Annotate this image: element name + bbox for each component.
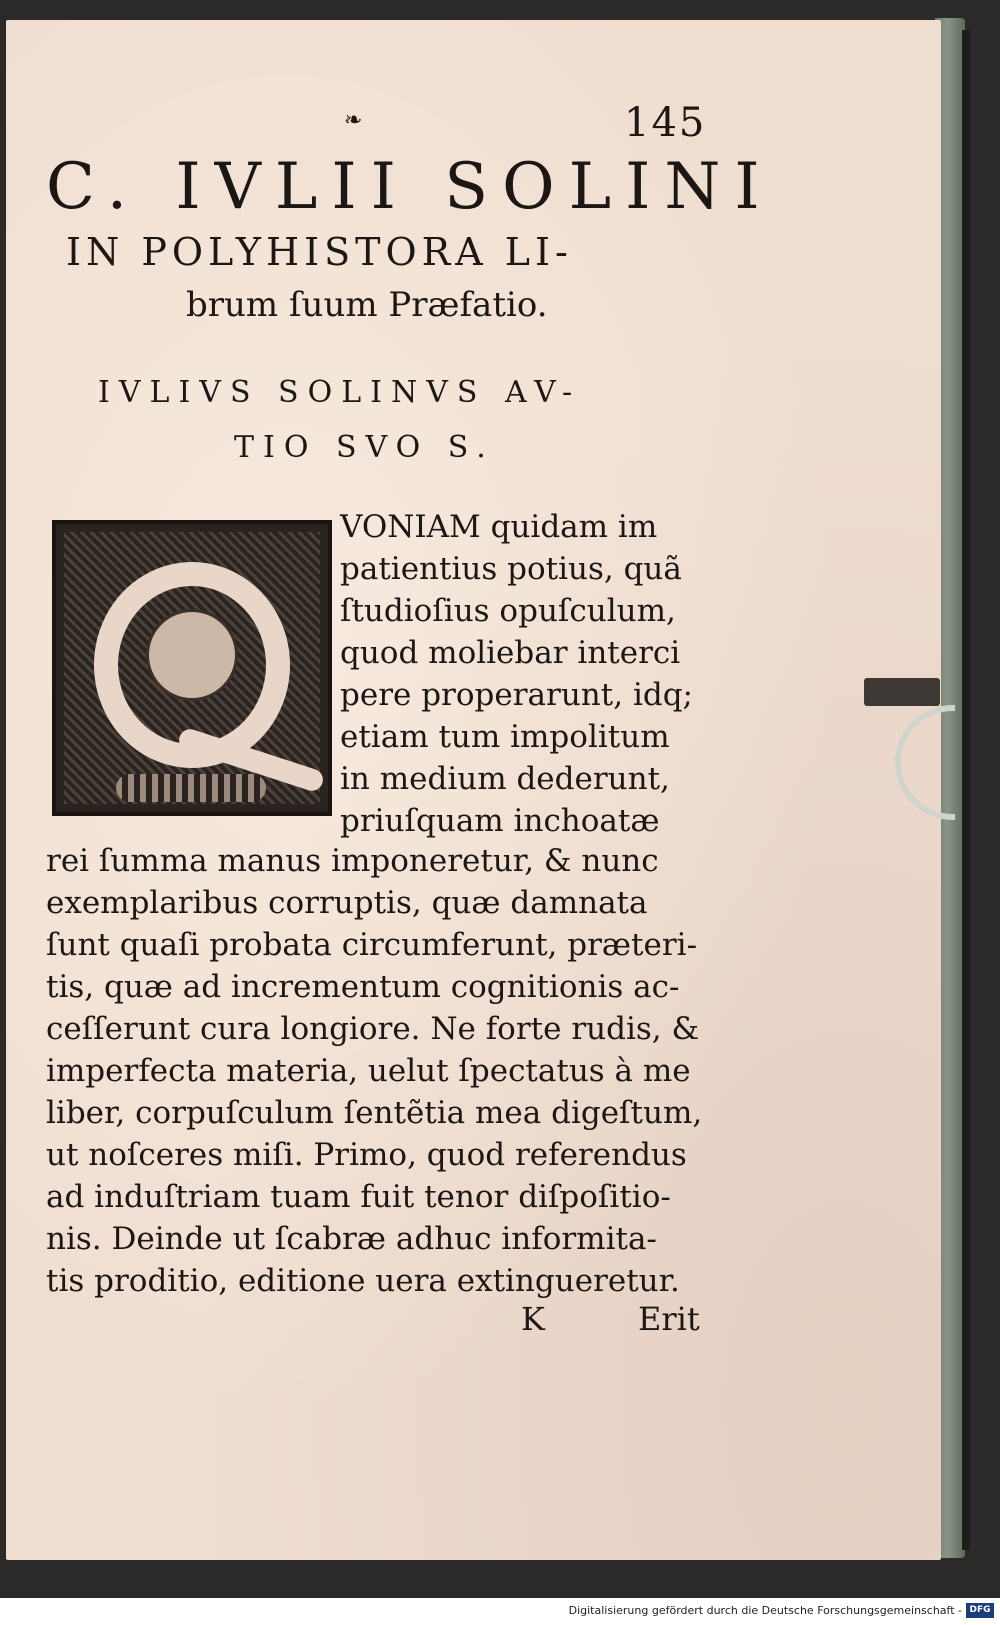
body-line: ad induſtriam tuam fuit tenor diſpoſitio- xyxy=(46,1179,671,1215)
body-line: pere properarunt, idq; xyxy=(340,677,693,713)
body-line: in medium dederunt, xyxy=(340,761,670,797)
salutation-line-1: IVLIVS SOLINVS AV- xyxy=(98,375,582,410)
body-line: rei ſumma manus imponeretur, & nunc xyxy=(46,843,659,879)
body-line: liber, corpuſculum ſentẽtia mea digeſtum, xyxy=(46,1095,703,1131)
body-line: tis, quæ ad incrementum cognitionis ac- xyxy=(46,969,680,1005)
title-line-1: C. IVLII SOLINI xyxy=(46,150,774,224)
footer-credit: Digitalisierung gefördert durch die Deutsche Forschungsgemeinschaft - xyxy=(568,1604,962,1617)
body-line: ut noſceres miſi. Primo, quod referendus xyxy=(46,1137,687,1173)
signature-mark: K xyxy=(521,1300,545,1338)
decorated-initial xyxy=(52,520,332,816)
salutation-line-2: TIO SVO S. xyxy=(234,430,495,465)
body-line: VONIAM quidam im xyxy=(340,509,658,545)
digitization-footer xyxy=(0,1598,1000,1625)
body-line: patientius potius, quã xyxy=(340,551,682,587)
catchword: Erit xyxy=(638,1300,700,1338)
book-cover-edge xyxy=(962,30,970,1550)
body-line: tis proditio, editione uera extingueretur. xyxy=(46,1263,680,1299)
body-line: exemplaribus corruptis, quæ damnata xyxy=(46,885,648,921)
title-line-2: IN POLYHISTORA LI- xyxy=(66,230,573,274)
body-line: ſtudioſius opuſculum, xyxy=(340,593,676,629)
title-line-3: brum ſuum Præfatio. xyxy=(186,285,548,325)
body-line: imperfecta materia, uelut ſpectatus à me xyxy=(46,1053,691,1089)
body-line: ceſſerunt cura longiore. Ne forte rudis, & xyxy=(46,1011,700,1047)
dfg-logo-icon: DFG xyxy=(966,1603,994,1618)
ornament-glyph: ❧ xyxy=(344,108,363,133)
body-line: priuſquam inchoatæ xyxy=(340,803,660,839)
cherub-face-icon xyxy=(146,609,238,701)
initial-bowl-ornament xyxy=(116,774,266,802)
body-line: etiam tum impolitum xyxy=(340,719,670,755)
book-page xyxy=(6,20,941,1560)
body-line: ſunt quaſi probata circumferunt, præteri- xyxy=(46,927,698,963)
body-line: quod moliebar interci xyxy=(340,635,681,671)
body-line: nis. Deinde ut ſcabræ adhuc informita- xyxy=(46,1221,657,1257)
bookmark-strip xyxy=(864,678,940,706)
page-number: 145 xyxy=(624,100,707,146)
